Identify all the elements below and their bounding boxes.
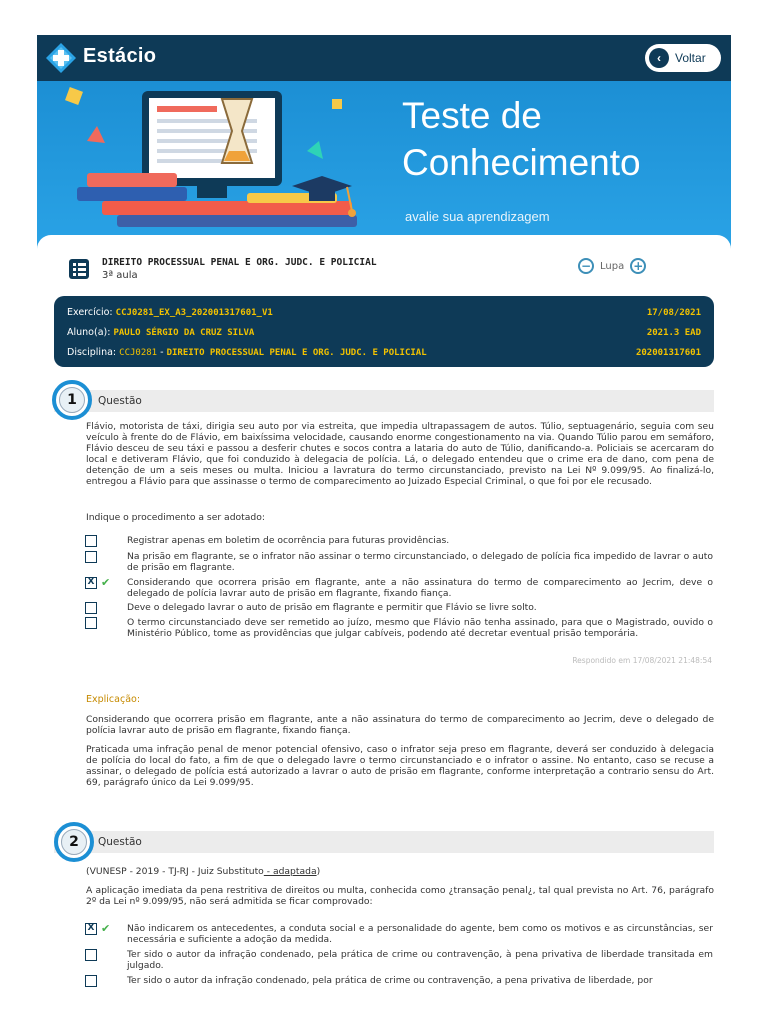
option-text: Ter sido o autor da infração condenado, pela prática de crime ou contravenção, a pena privativa de liberdade, por [127,975,653,986]
option-checkbox[interactable] [85,535,97,547]
option-checkbox[interactable] [85,949,97,961]
chevron-left-icon: ‹ [649,48,669,68]
source-close: ) [316,866,321,877]
zoom-out-icon[interactable]: − [578,258,594,274]
question-1-header [54,390,714,412]
banner-subtitle: avalie sua aprendizagem [405,209,550,224]
student-label: Aluno(a): [67,327,111,338]
exercise-date: 17/08/2021 [646,308,701,318]
question-1-number: 1 [59,387,85,413]
student-name: PAULO SÉRGIO DA CRUZ SILVA [113,328,255,338]
student-id: 202001317601 [635,348,701,358]
document-icon [68,258,90,280]
question-1-label: Questão [98,395,142,407]
question-2-statement: A aplicação imediata da pena restritiva de direitos ou multa, conhecida como ¿transação penal¿, tal qual prevista no Art. 76, parágrafo 2º da Lei nº 9.099/95, não será admitida se ficar comprovado: [86,885,714,907]
exercise-row [67,304,701,324]
banner-card-edge [37,235,731,251]
option-checkbox[interactable]: X [85,923,97,935]
exercise-info-panel [54,296,714,367]
option-checkbox[interactable] [85,617,97,629]
discipline-separator: - [157,347,167,358]
option-text: Considerando que ocorrera prisão em flagrante, ante a não assinatura do termo de comparecimento ao Jecrim, deve o delegado de polícia lavrar auto de prisão em flagrante, fixando fiança. [127,577,713,599]
banner [37,81,731,251]
exercise-code: CCJ0281_EX_A3_202001317601_V1 [115,308,273,318]
checkmark-icon: ✔ [101,922,111,935]
explanation-label: Explicação: [86,694,141,705]
option-checkbox[interactable]: X [85,577,97,589]
option-checkbox[interactable] [85,602,97,614]
banner-title-line2: Conhecimento [402,142,641,183]
banner-title-line1: Teste de [402,95,542,136]
zoom-controls [578,258,646,274]
option-text: Não indicarem os antecedentes, a conduta social e a personalidade do agente, bem como os motivos e as circunstâncias, ser necessária e suficiente a adoção da medida. [127,923,713,945]
discipline-code: CCJ0281 [119,348,158,358]
back-button-label: Voltar [675,51,706,65]
top-bar [37,35,731,81]
explanation-paragraph-2: Praticada uma infração penal de menor potencial ofensivo, caso o infrator seja preso em flagrante, deverá ser conduzido à delegacia de polícia do local do fato, a fim de que o delegado lavre o termo circunstanciado e o infrator o assine. No entanto, caso se recuse a assinar, o delegado de polícia está autorizado a lavrar o auto de prisão em flagrante, conforme interpretação a contrario sensu do Art. 69, parágrafo único da Lei 9.099/95. [86,744,714,788]
question-2-label: Questão [98,836,142,848]
estacio-logo-icon [45,42,77,74]
zoom-in-icon[interactable]: + [630,258,646,274]
lesson-label: 3ª aula [102,270,138,281]
course-title: DIREITO PROCESSUAL PENAL E ORG. JUDC. E POLICIAL [102,257,377,268]
option-text: Ter sido o autor da infração condenado, pela prática de crime ou contravenção, à pena privativa de liberdade transitada em julgado. [127,949,713,971]
option-text: Deve o delegado lavrar o auto de prisão em flagrante e permitir que Flávio se livre solto. [127,602,537,613]
question-2-badge [54,822,94,862]
option-text: O termo circunstanciado deve ser remetido ao juízo, mesmo que Flávio não tenha assinado, para que o Magistrado, ouvido o Ministério Público, tome as providências que julgar cabíveis, podendo até decretar eventual prisão temporária. [127,617,713,639]
source-text: (VUNESP - 2019 - TJ-RJ - Juiz Substituto [86,866,264,877]
option-text: Registrar apenas em boletim de ocorrência para futuras providências. [127,535,450,546]
student-row [67,324,701,344]
study-illustration-icon [47,81,367,241]
checkmark-icon: ✔ [101,576,111,589]
question-2-header [54,831,714,853]
zoom-label: Lupa [600,260,625,272]
option-checkbox[interactable] [85,975,97,987]
brand-name: Estácio [83,45,157,67]
question-1-badge [52,380,92,420]
question-1-prompt: Indique o procedimento a ser adotado: [86,512,265,523]
adapted-link[interactable]: - adaptada [263,866,317,877]
answered-timestamp: Respondido em 17/08/2021 21:48:54 [572,656,712,665]
exercise-label: Exercício: [67,307,113,318]
question-1-statement: Flávio, motorista de táxi, dirigia seu auto por via estreita, que impedia ultrapassagem de autos. Túlio, septuagenário, seguia com seu veículo à frente do de Flávio, em baixíssima velocidade, causando enorme congestionamento na via. Quando Túlio parou em semáforo, Flávio desceu de seu táxi e passou a desferir chutes e socos contra a lataria do auto de Túlio, danificando-a. Policiais se acercaram do local e detiveram Flávio, que foi conduzido à delegacia de polícia. Lá, o delegado entendeu que o crime era de dano, com pena de detenção de um a seis meses ou multa. Iniciou a lavratura do termo circunstanciado, previsto na Lei Nº 9.099/95. Ao finalizá-lo, entregou a Flávio para que assinasse o termo de comparecimento ao Juizado Especial Criminal, o que foi por ele recusado. [86,421,714,487]
discipline-name: DIREITO PROCESSUAL PENAL E ORG. JUDC. E POLICIAL [166,348,427,358]
back-button[interactable] [645,44,721,72]
discipline-label: Disciplina: [67,347,117,358]
discipline-row [67,344,701,364]
explanation-paragraph-1: Considerando que ocorrera prisão em flagrante, ante a não assinatura do termo de comparecimento ao Jecrim, deve o delegado de polícia lavrar auto de prisão em flagrante, fixando fiança. [86,714,714,736]
academic-period: 2021.3 EAD [646,328,701,338]
option-checkbox[interactable] [85,551,97,563]
question-2-source [86,866,320,877]
option-text: Na prisão em flagrante, se o infrator não assinar o termo circunstanciado, o delegado de polícia fica impedido de lavrar o auto de prisão em flagrante. [127,551,713,573]
question-2-number: 2 [61,829,87,855]
